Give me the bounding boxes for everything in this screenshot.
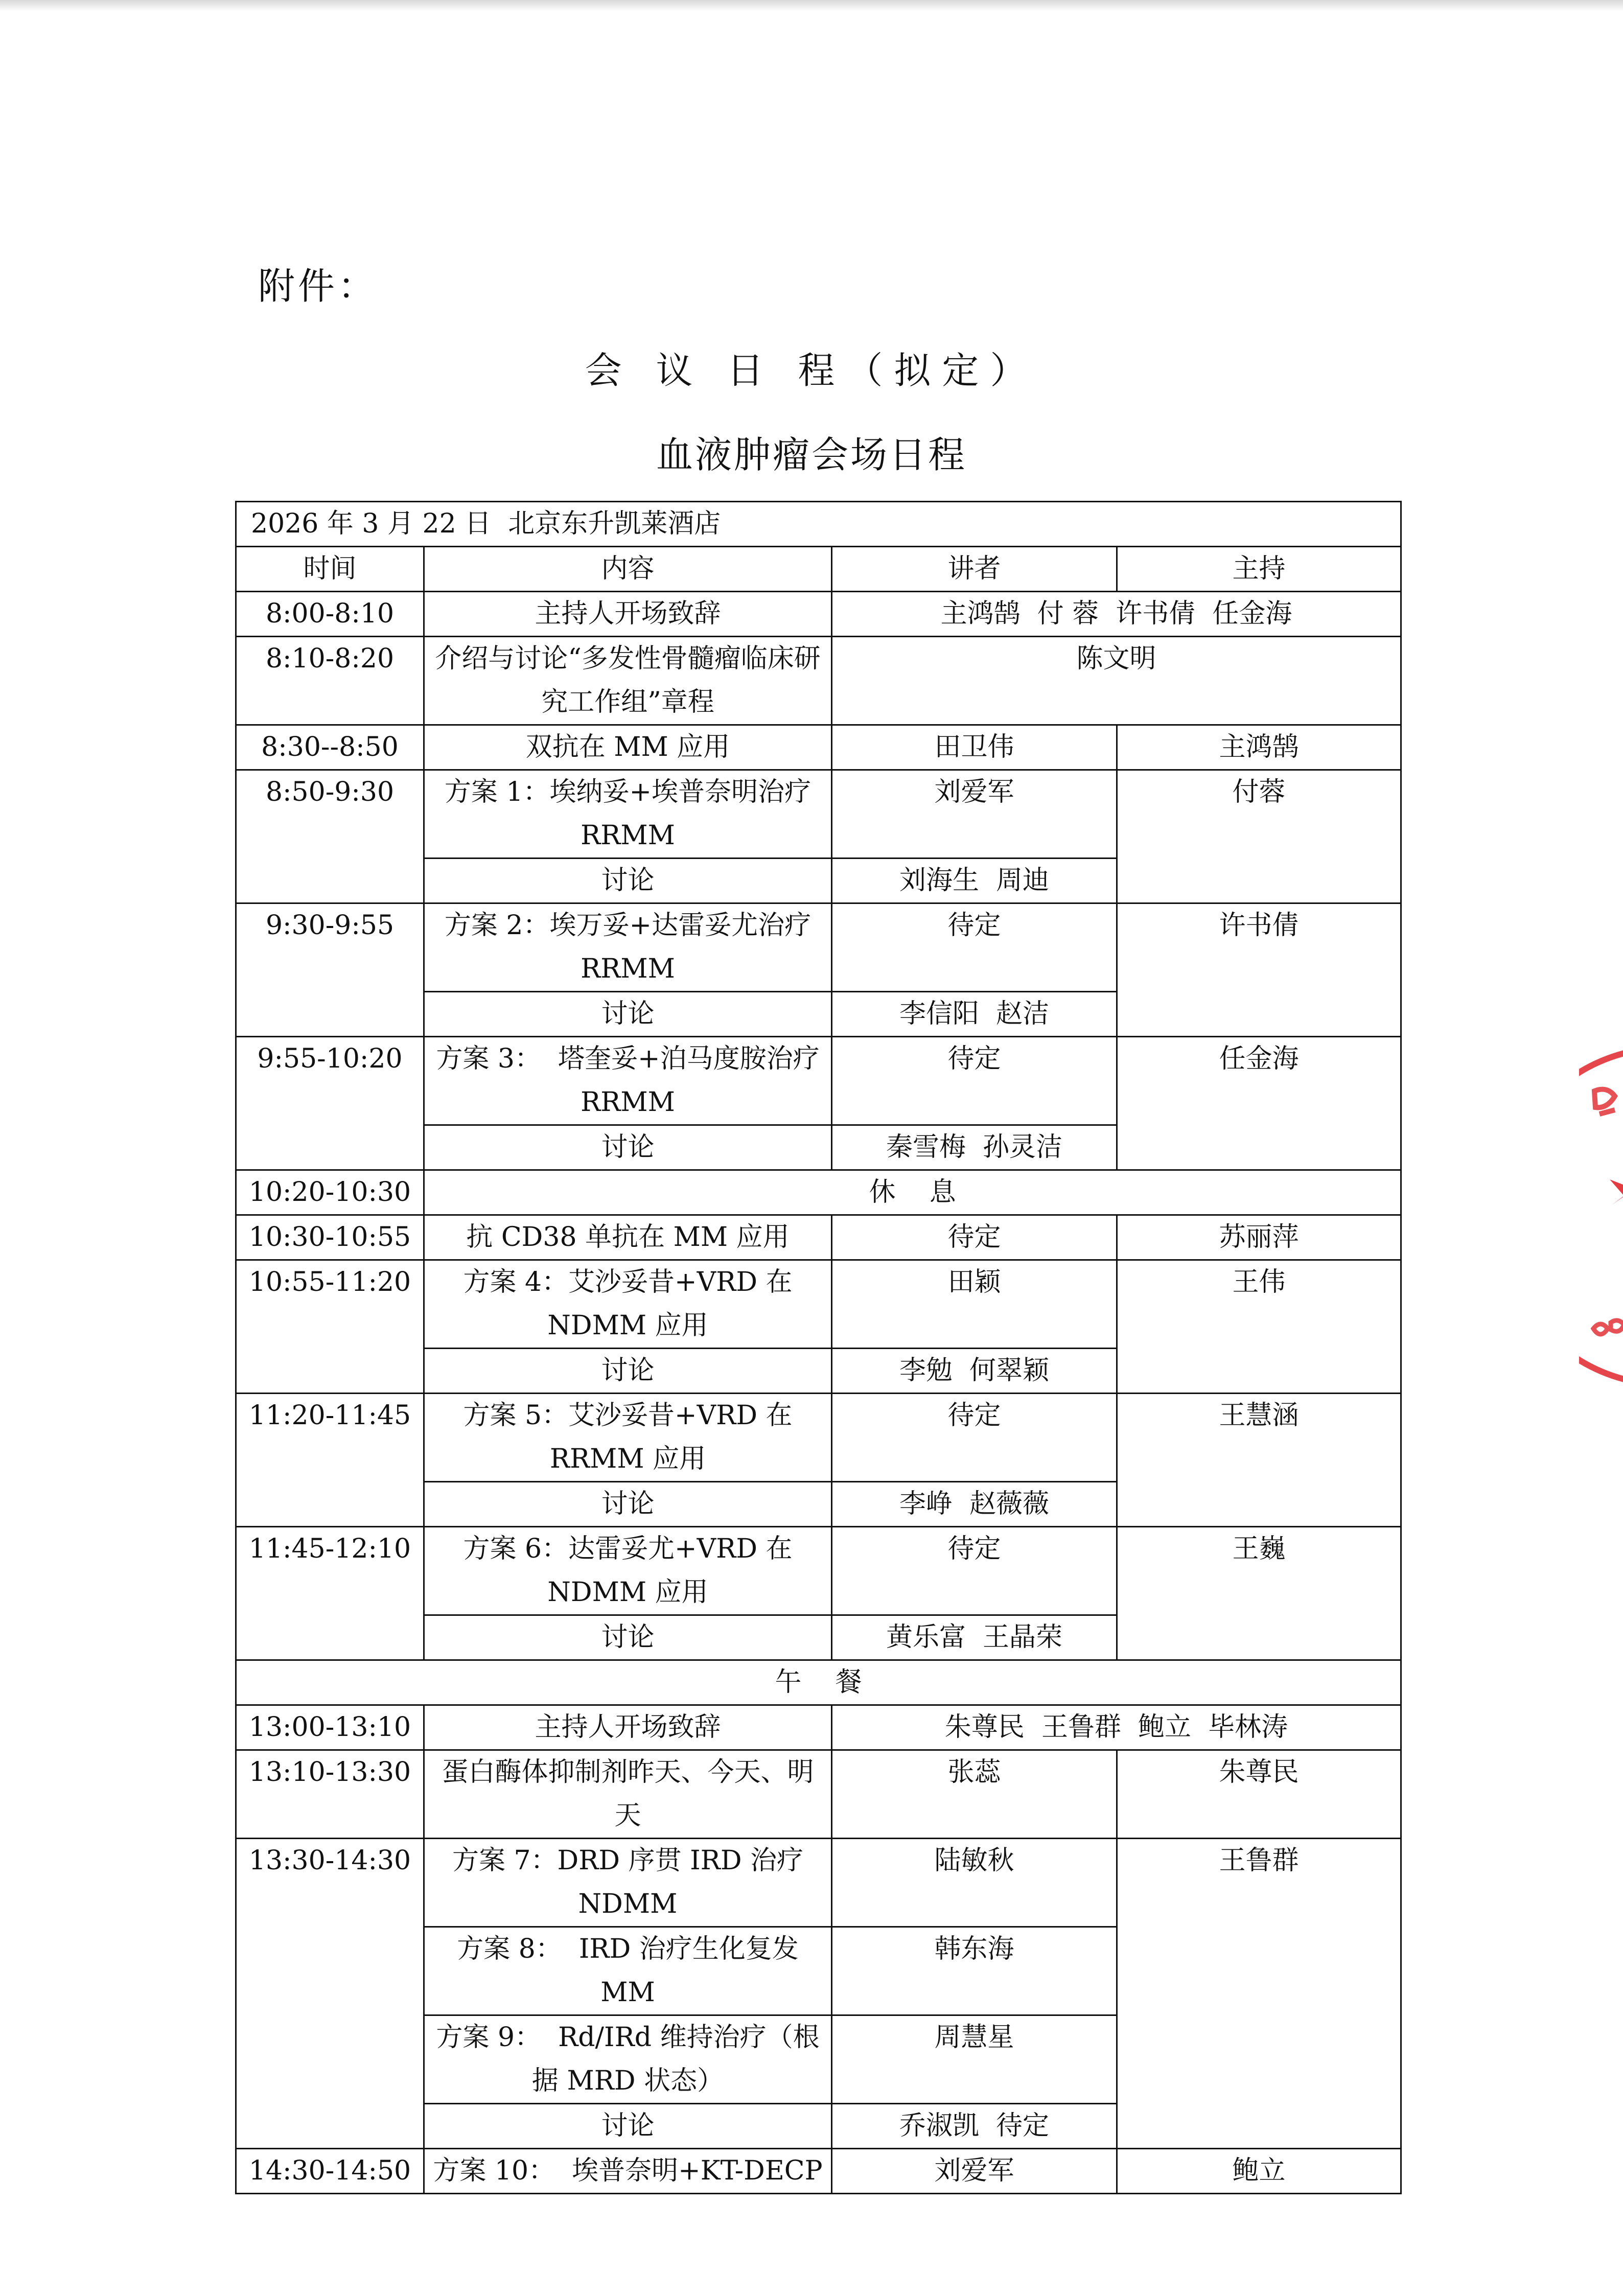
speaker-cell: 田卫伟	[832, 725, 1117, 770]
lunch-cell: 午 餐	[236, 1660, 1401, 1705]
time-cell: 10:20-10:30	[236, 1170, 424, 1215]
speaker-cell: 张蕊	[832, 1750, 1117, 1839]
time-cell: 10:55-11:20	[236, 1260, 424, 1394]
content-cell: 方案 8： IRD 治疗生化复发 MM	[424, 1927, 832, 2015]
time-cell: 8:50-9:30	[236, 770, 424, 903]
content-cell: 方案 1：埃纳妥+埃普奈明治疗RRMM	[424, 770, 832, 859]
table-row	[236, 1527, 1401, 1615]
content-cell: 抗 CD38 单抗在 MM 应用	[424, 1215, 832, 1260]
table-row	[236, 2149, 1401, 2194]
speaker-cell: 田颖	[832, 1260, 1117, 1349]
chair-cell: 许书倩	[1117, 903, 1401, 1037]
scan-edge	[0, 0, 1623, 11]
discussion-speaker-cell: 刘海生 周迪	[832, 859, 1117, 903]
speaker-cell: 周慧星	[832, 2015, 1117, 2104]
content-cell: 主持人开场致辞	[424, 592, 832, 637]
speaker-cell: 陈文明	[832, 637, 1401, 725]
table-row	[236, 903, 1401, 992]
time-cell: 13:10-13:30	[236, 1750, 424, 1839]
table-row	[236, 592, 1401, 637]
discussion-cell: 讨论	[424, 2104, 832, 2149]
time-cell: 11:45-12:10	[236, 1527, 424, 1660]
content-cell: 方案 4：艾沙妥昔+VRD 在 NDMM 应用	[424, 1260, 832, 1349]
chair-cell: 王巍	[1117, 1527, 1401, 1660]
chair-cell: 付蓉	[1117, 770, 1401, 903]
discussion-speaker-cell: 李峥 赵薇薇	[832, 1482, 1117, 1527]
discussion-cell: 讨论	[424, 1349, 832, 1394]
break-cell: 休 息	[424, 1170, 1401, 1215]
header-content: 内容	[424, 547, 832, 592]
discussion-speaker-cell: 秦雪梅 孙灵洁	[832, 1125, 1117, 1170]
speaker-cell: 刘爱军	[832, 770, 1117, 859]
chair-cell: 王慧涵	[1117, 1394, 1401, 1527]
table-row	[236, 1037, 1401, 1125]
stamp-star-icon	[1610, 1179, 1623, 1205]
content-cell: 方案 10： 埃普奈明+KT-DECP	[424, 2149, 832, 2194]
table-row	[236, 1215, 1401, 1260]
header-chair: 主持	[1117, 547, 1401, 592]
time-cell: 8:00-8:10	[236, 592, 424, 637]
table-row	[236, 725, 1401, 770]
chair-cell: 任金海	[1117, 1037, 1401, 1170]
speaker-cell: 待定	[832, 1527, 1117, 1615]
content-cell: 方案 3： 塔奎妥+泊马度胺治疗 RRMM	[424, 1037, 832, 1125]
time-cell: 9:30-9:55	[236, 903, 424, 1037]
table-row	[236, 637, 1401, 725]
attachment-label: 附件：	[258, 265, 378, 308]
chair-cell: 王鲁群	[1117, 1839, 1401, 2149]
discussion-speaker-cell: 李信阳 赵洁	[832, 992, 1117, 1037]
discussion-speaker-cell: 乔淑凯 待定	[832, 2104, 1117, 2149]
date-venue-cell: 2026 年 3 月 22 日 北京东升凯莱酒店	[236, 502, 1401, 547]
chair-cell: 鲍立	[1117, 2149, 1401, 2194]
table-row	[236, 1260, 1401, 1349]
table-row	[236, 770, 1401, 859]
table-row	[236, 1394, 1401, 1482]
speaker-cell: 韩东海	[832, 1927, 1117, 2015]
content-cell: 蛋白酶体抑制剂昨天、今天、明天	[424, 1750, 832, 1839]
speaker-cell: 陆敏秋	[832, 1839, 1117, 1927]
time-cell: 10:30-10:55	[236, 1215, 424, 1260]
chair-cell: 苏丽萍	[1117, 1215, 1401, 1260]
table-banner-row	[236, 502, 1401, 547]
stamp-digits-mark	[1593, 1320, 1623, 1334]
speaker-cell: 主鸿鹄 付 蓉 许书倩 任金海	[832, 592, 1401, 637]
content-cell: 方案 5：艾沙妥昔+VRD 在 RRMM 应用	[424, 1394, 832, 1482]
table-row	[236, 1705, 1401, 1750]
red-seal-stamp	[1579, 1042, 1623, 1400]
discussion-cell: 讨论	[424, 992, 832, 1037]
document-title: 会 议 日 程（拟定）	[585, 349, 1038, 392]
speaker-cell: 待定	[832, 1215, 1117, 1260]
speaker-cell: 待定	[832, 1037, 1117, 1125]
content-cell: 方案 2：埃万妥+达雷妥尤治疗RRMM	[424, 903, 832, 992]
content-cell: 方案 9： Rd/IRd 维持治疗（根据 MRD 状态）	[424, 2015, 832, 2104]
chair-cell: 朱尊民	[1117, 1750, 1401, 1839]
table-row	[236, 1839, 1401, 1927]
time-cell: 8:30--8:50	[236, 725, 424, 770]
chair-cell: 主鸿鹄	[1117, 725, 1401, 770]
time-cell: 9:55-10:20	[236, 1037, 424, 1170]
content-cell: 方案 6：达雷妥尤+VRD 在 NDMM 应用	[424, 1527, 832, 1615]
content-cell: 主持人开场致辞	[424, 1705, 832, 1750]
content-cell: 双抗在 MM 应用	[424, 725, 832, 770]
time-cell: 14:30-14:50	[236, 2149, 424, 2194]
schedule-table	[235, 501, 1402, 2194]
discussion-cell: 讨论	[424, 1125, 832, 1170]
discussion-speaker-cell: 李勉 何翠颖	[832, 1349, 1117, 1394]
content-cell: 介绍与讨论“多发性骨髓瘤临床研究工作组”章程	[424, 637, 832, 725]
table-row	[236, 1660, 1401, 1705]
table-row	[236, 1750, 1401, 1839]
chair-cell: 王伟	[1117, 1260, 1401, 1394]
time-cell: 8:10-8:20	[236, 637, 424, 725]
header-speaker: 讲者	[832, 547, 1117, 592]
time-cell: 13:00-13:10	[236, 1705, 424, 1750]
discussion-speaker-cell: 黄乐富 王晶荣	[832, 1615, 1117, 1660]
discussion-cell: 讨论	[424, 859, 832, 903]
document-subtitle: 血液肿瘤会场日程	[656, 433, 967, 476]
speaker-cell: 待定	[832, 903, 1117, 992]
speaker-cell: 待定	[832, 1394, 1117, 1482]
table-row	[236, 1170, 1401, 1215]
stamp-glyph-mark	[1594, 1089, 1615, 1114]
speaker-cell: 刘爱军	[832, 2149, 1117, 2194]
stamp-ring-arc	[1579, 1053, 1623, 1380]
table-header-row	[236, 547, 1401, 592]
discussion-cell: 讨论	[424, 1482, 832, 1527]
discussion-cell: 讨论	[424, 1615, 832, 1660]
header-time: 时间	[236, 547, 424, 592]
time-cell: 13:30-14:30	[236, 1839, 424, 2149]
time-cell: 11:20-11:45	[236, 1394, 424, 1527]
speaker-cell: 朱尊民 王鲁群 鲍立 毕林涛	[832, 1705, 1401, 1750]
content-cell: 方案 7：DRD 序贯 IRD 治疗 NDMM	[424, 1839, 832, 1927]
